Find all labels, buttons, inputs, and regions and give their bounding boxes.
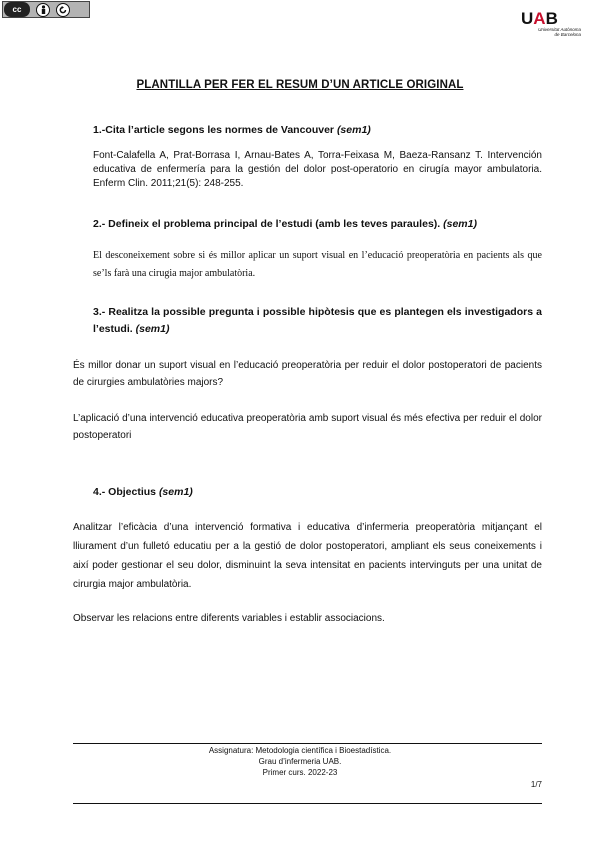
footer-bottom-divider (73, 803, 542, 804)
section-3-hypothesis: L’aplicació d’una intervenció educativa preoperatòria amb suport visual és més efectiva per reduir el dolor postoperatori (73, 413, 542, 441)
section-1-citation: Font-Calafella A, Prat-Borrasa I, Arnau-Bates A, Torra-Feixasa M, Baeza-Ransanz T. Intervención educativa de enfermería para la gestión del dolor post-operatorio en cirugía mayor ambulatoria. Enferm Clin. 2011;21(5): 248-255. (93, 150, 542, 189)
section-4-objective-1: Analitzar l’eficàcia d’una intervenció formativa i educativa d’infermeria preoperatòria mitjançant el lliurament d’un fulletó educatiu per a la gestió de dolor postoperatori, ampliant els seus coneixements i així poder gestionar el seu dolor, disminuint la seva intensitat en pacients intervinguts per una unitat de cirurgia major ambulatòria. (73, 522, 542, 590)
document-title: PLANTILLA PER FER EL RESUM D’UN ARTICLE ORIGINAL (136, 79, 464, 91)
uab-name-line2: de Barcelona (554, 32, 581, 37)
section-2-heading: 2.- Defineix el problema principal de l’estudi (amb les teves paraules). (sem1) (93, 218, 477, 230)
footer-year: Primer curs. 2022-23 (262, 768, 338, 777)
section-3-question: És millor donar un suport visual en l’educació preoperatòria per reduir el dolor postoperatori de pacients de cirurgies ambulatòries majors? (73, 360, 542, 388)
sa-icon (56, 3, 70, 17)
section-1-heading: 1.-Cita l’article segons les normes de Vancouver (sem1) (93, 124, 371, 136)
footer-degree: Grau d’infermeria UAB. (258, 757, 342, 766)
footer (0, 745, 600, 778)
section-1-tag: (sem1) (336, 124, 371, 136)
section-4-tag: (sem1) (158, 486, 193, 498)
uab-wordmark: UAB (521, 9, 558, 28)
footer-course: Assignatura: Metodologia científica i Bioestadística. (208, 746, 392, 755)
section-3-heading: 3.- Realitza la possible pregunta i possible hipòtesis que es plantegen els investigadors a l’estudi. (sem1) (93, 306, 542, 335)
section-2-tag: (sem1) (443, 218, 477, 230)
section-4-heading: 4.- Objectius (sem1) (93, 486, 193, 498)
section-3-tag: (sem1) (135, 323, 170, 335)
cc-icon: cc (4, 2, 30, 17)
section-2-text: El desconeixement sobre si és millor aplicar un suport visual en l’educació preoperatòria en pacients als que se’ls farà una cirugia major ambulatòria. (93, 250, 542, 279)
footer-top-divider (73, 743, 542, 744)
uab-name-line1: Universitat Autònoma (538, 27, 581, 32)
uab-logo (521, 10, 581, 44)
by-icon (36, 3, 50, 17)
section-4-objective-2: Observar les relacions entre diferents variables i establir associacions. (73, 613, 385, 624)
page-number: 1/7 (530, 780, 542, 789)
cc-license-badge (2, 1, 90, 18)
